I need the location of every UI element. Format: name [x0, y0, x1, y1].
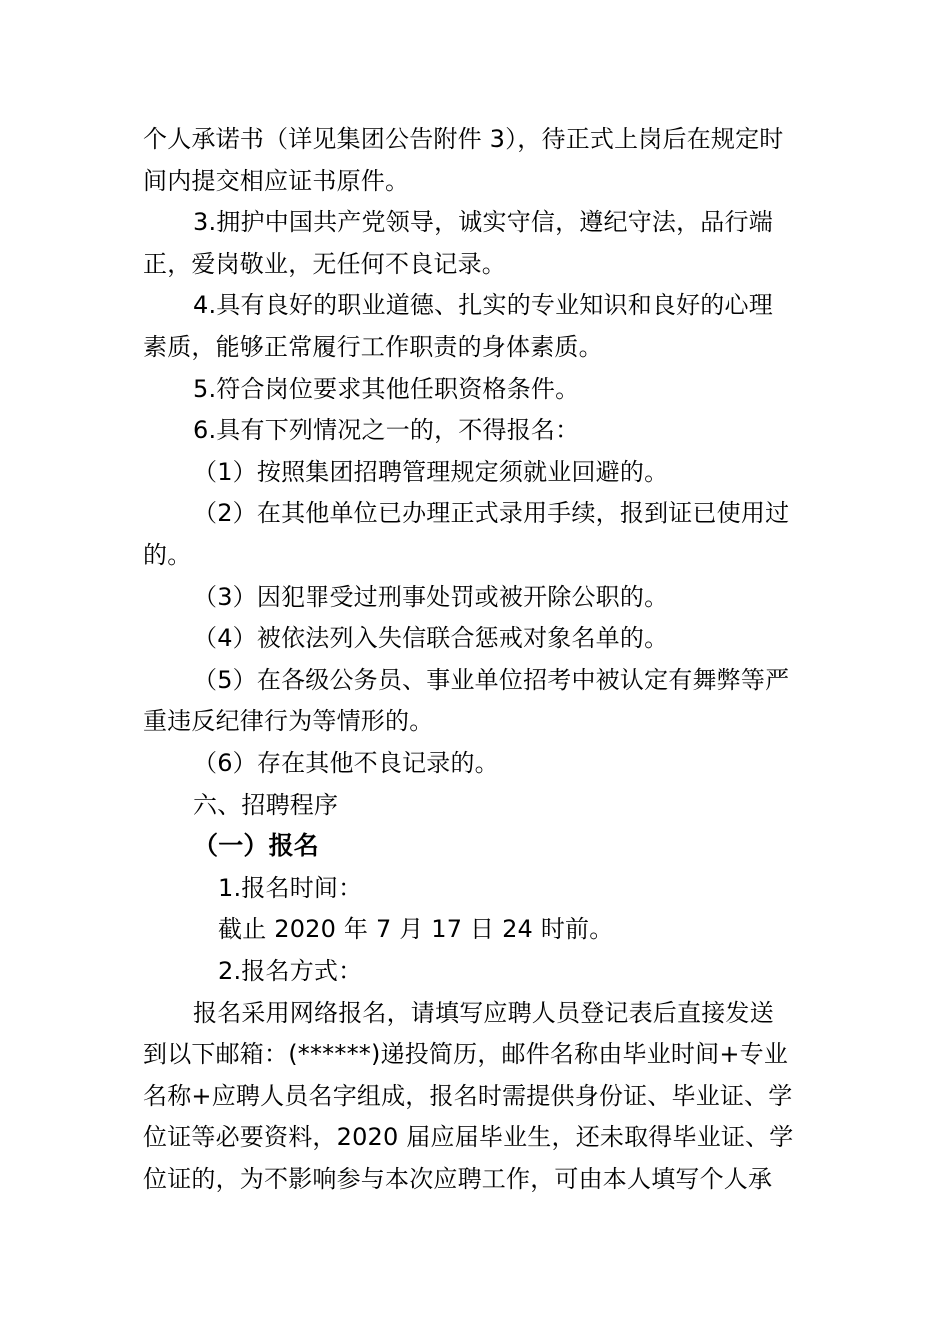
text-line: （4）被依法列入失信联合惩戒对象名单的。 [193, 624, 669, 653]
text-line: 5.符合岗位要求其他任职资格条件。 [193, 374, 580, 403]
text-line: （6）存在其他不良记录的。 [193, 749, 499, 777]
text-line: 正，爱岗敬业，无任何不良记录。 [143, 249, 506, 278]
text-line: （3）因犯罪受过刑事处罚或被开除公职的。 [193, 582, 669, 611]
text-line: 4.具有良好的职业道德、扎实的专业知识和良好的心理 [193, 291, 773, 320]
text-line: 到以下邮箱：(******)递投简历，邮件名称由毕业时间+专业 [143, 1040, 789, 1069]
text-line: 1.报名时间： [218, 873, 363, 902]
text-line: （1）按照集团招聘管理规定须就业回避的。 [193, 457, 669, 486]
text-line: 2.报名方式： [218, 957, 363, 985]
text-line: 报名采用网络报名，请填写应聘人员登记表后直接发送 [193, 998, 774, 1027]
text-line: 位证等必要资料，2020 届应届毕业生，还未取得毕业证、学 [143, 1123, 794, 1152]
text-line: 间内提交相应证书原件。 [143, 166, 410, 195]
section-heading: 六、招聘程序 [193, 790, 339, 819]
text-line: 截止 2020 年 7 月 17 日 24 时前。 [218, 915, 614, 944]
text-line: （2）在其他单位已办理正式录用手续，报到证已使用过 [193, 499, 790, 528]
text-line: 重违反纪律行为等情形的。 [143, 707, 434, 736]
text-line: 的。 [143, 541, 192, 569]
subsection-heading: （一）报名 [193, 831, 320, 861]
text-line: 位证的，为不影响参与本次应聘工作，可由本人填写个人承 [143, 1165, 773, 1193]
text-line: 3.拥护中国共产党领导，诚实守信，遵纪守法，品行端 [193, 208, 773, 237]
text-line: （5）在各级公务员、事业单位招考中被认定有舞弊等严 [193, 665, 790, 694]
text-line: 个人承诺书（详见集团公告附件 3），待正式上岗后在规定时 [143, 125, 784, 153]
text-line: 6.具有下列情况之一的，不得报名： [193, 416, 580, 445]
text-line: 素质，能够正常履行工作职责的身体素质。 [143, 333, 603, 361]
text-line: 名称+应聘人员名字组成，报名时需提供身份证、毕业证、学 [143, 1081, 793, 1110]
